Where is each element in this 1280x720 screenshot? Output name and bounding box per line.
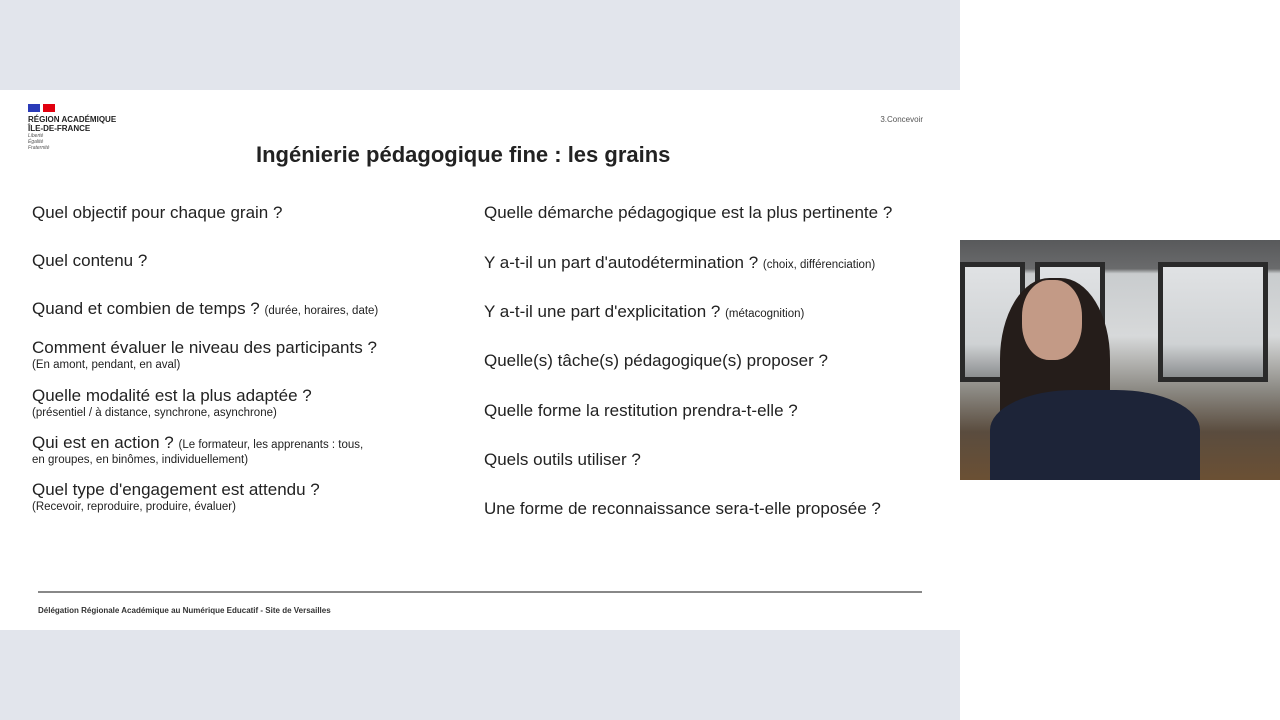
person-body (990, 390, 1200, 480)
motto: Fraternité (28, 145, 50, 151)
question-text: Quelle modalité est la plus adaptée ? (32, 386, 312, 405)
question-text: Quelle(s) tâche(s) pédagogique(s) proposer ? (484, 351, 828, 370)
question-item (484, 351, 828, 371)
question-item (484, 401, 798, 421)
question-text: Quels outils utiliser ? (484, 450, 641, 469)
question-item (32, 433, 363, 467)
question-note: (métacognition) (725, 308, 805, 320)
slide-footer: Délégation Régionale Académique au Numérique Educatif - Site de Versailles (38, 606, 331, 615)
question-subnote: (En amont, pendant, en aval) (32, 359, 181, 371)
question-item (484, 450, 641, 470)
question-item (32, 203, 282, 223)
top-letterbox (0, 0, 960, 90)
question-item (484, 499, 881, 519)
question-text: Y a-t-il un part d'autodétermination ? (484, 253, 759, 272)
question-item (484, 203, 892, 223)
question-note: (durée, horaires, date) (264, 305, 379, 317)
slide-title: Ingénierie pédagogique fine : les grains (256, 142, 671, 167)
webcam-video (960, 240, 1280, 480)
question-text: Quand et combien de temps ? (32, 299, 260, 318)
question-note: (Le formateur, les apprenants : tous, (178, 439, 364, 451)
question-text: Quelle démarche pédagogique est la plus pertinente ? (484, 203, 893, 222)
question-subnote: (présentiel / à distance, synchrone, asynchrone) (32, 407, 277, 419)
question-note: (choix, différenciation) (762, 259, 876, 271)
presentation-slide (0, 90, 960, 630)
logo-line2: ÎLE-DE-FRANCE (28, 124, 91, 133)
footer-divider (38, 591, 922, 593)
person-face (1022, 280, 1082, 360)
question-subnote: en groupes, en binômes, individuellement) (32, 454, 249, 466)
question-item (32, 480, 320, 514)
flag-icon (28, 104, 116, 112)
window (1158, 262, 1268, 382)
question-text: Quel objectif pour chaque grain ? (32, 203, 283, 222)
question-text: Y a-t-il une part d'explicitation ? (484, 302, 721, 321)
question-text: Quel type d'engagement est attendu ? (32, 480, 320, 499)
section-label: 3.Concevoir (880, 115, 923, 124)
question-item (32, 338, 377, 372)
motto: Liberté (28, 133, 44, 139)
logo-line1: RÉGION ACADÉMIQUE (28, 115, 117, 124)
question-item (32, 299, 378, 319)
question-subnote: (Recevoir, reproduire, produire, évaluer) (32, 501, 236, 513)
question-item (32, 251, 147, 271)
question-item (484, 302, 804, 322)
region-academique-logo (28, 104, 116, 151)
question-text: Quel contenu ? (32, 251, 148, 270)
bottom-letterbox (0, 630, 960, 720)
question-text: Quelle forme la restitution prendra-t-elle ? (484, 401, 798, 420)
motto: Égalité (28, 139, 44, 145)
question-item (484, 253, 875, 273)
question-item (32, 386, 312, 420)
question-text: Comment évaluer le niveau des participants ? (32, 338, 377, 357)
question-text: Une forme de reconnaissance sera-t-elle proposée ? (484, 499, 881, 518)
question-text: Qui est en action ? (32, 433, 174, 452)
